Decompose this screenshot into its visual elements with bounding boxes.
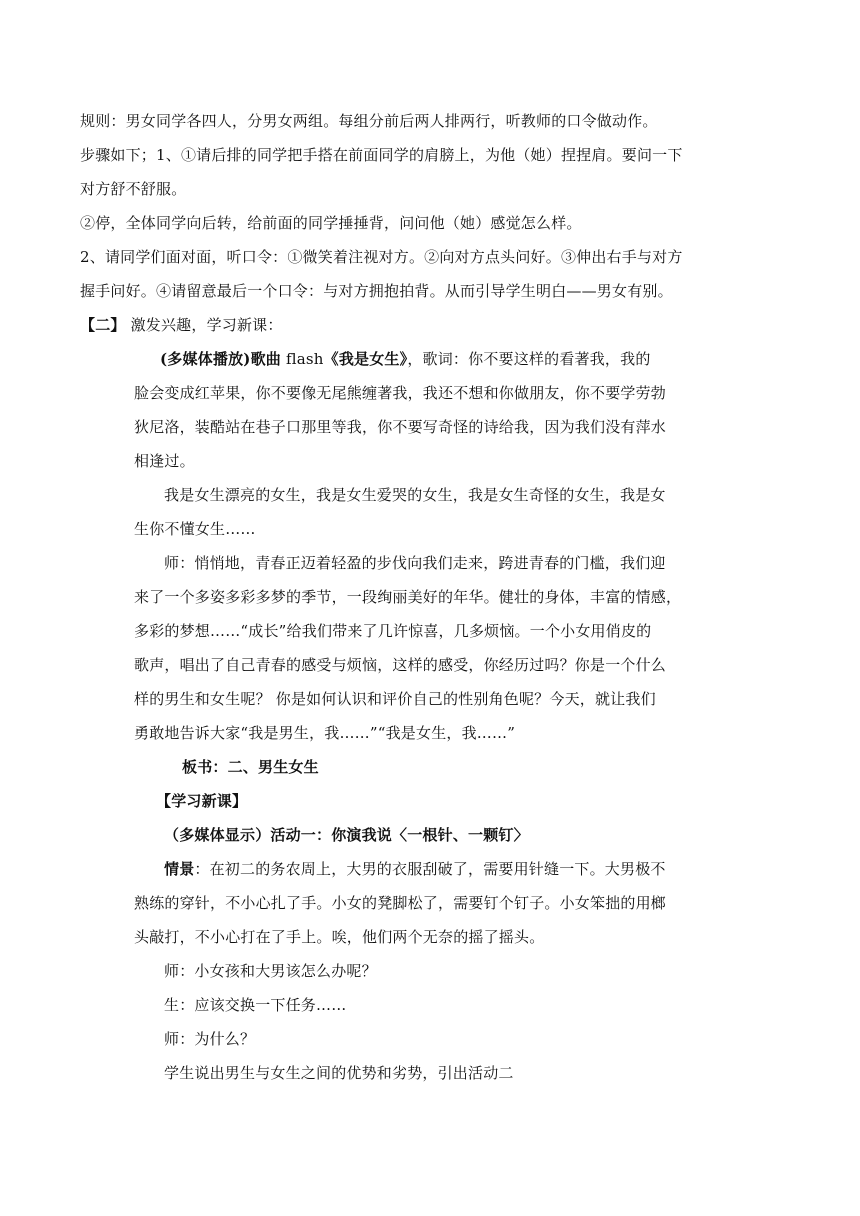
flash-label: flash: [281, 350, 324, 368]
teacher-para-line-2: 来了一个多姿多彩多梦的季节，一段绚丽美好的年华。健壮的身体，丰富的情感，: [134, 588, 682, 606]
song-intro-line: [160, 348, 651, 370]
scenario-line-1: [164, 858, 666, 880]
steps-line-2: 对方舒不舒服。: [80, 180, 187, 198]
section-two-heading: [80, 314, 283, 336]
scenario-line-2: 熟练的穿针，不小心扎了手。小女的凳脚松了，需要钉个钉子。小女笨拙的用榔: [134, 894, 667, 912]
teacher-para-line-6: 勇敢地告诉大家“我是男生，我……”“我是女生，我……”: [134, 724, 516, 742]
lyrics-chorus-line-1: 我是女生漂亮的女生，我是女生爱哭的女生，我是女生奇怪的女生，我是女: [164, 486, 666, 504]
step-2-line-2: 握手问好。④请留意最后一个口令：与对方拥抱拍背。从而引导学生明白——男女有别。: [80, 282, 673, 300]
lyrics-line-3: 相逢过。: [134, 452, 195, 470]
blackboard-heading: 板书：二、男生女生: [182, 758, 319, 776]
teacher-para-line-3: 多彩的梦想……“成长”给我们带来了几许惊喜，几多烦恼。一个小女用俏皮的: [134, 622, 652, 640]
new-lesson-heading: 【学习新课】: [156, 792, 248, 810]
dialogue-teacher-2: 师：为什么？: [164, 1030, 256, 1048]
step-stop-line: ②停，全体同学向后转，给前面的同学捶捶背，问问他（她）感觉怎么样。: [80, 214, 582, 232]
teacher-para-line-1: 师：悄悄地，青春正迈着轻盈的步伐向我们走来，跨进青春的门槛，我们迎: [164, 554, 666, 572]
step-2-line-1: 2、请同学们面对面，听口令：①微笑着注视对方。②向对方点头问好。③伸出右手与对方: [80, 248, 683, 266]
steps-line-1: 步骤如下；1、①请后排的同学把手搭在前面同学的肩膀上，为他（她）捏捏肩。要问一下: [80, 146, 683, 164]
teacher-para-line-4: 歌声，唱出了自己青春的感受与烦恼，这样的感受，你经历过吗？你是一个什么: [134, 656, 667, 674]
teacher-para-line-5: 样的男生和女生呢？ 你是如何认识和评价自己的性别角色呢？今天，就让我们: [134, 690, 656, 708]
lyrics-chorus-line-2: 生你不懂女生……: [134, 520, 256, 538]
dialogue-student-1: 生：应该交换一下任务……: [164, 996, 347, 1014]
activity-one-heading: （多媒体显示）活动一：你演我说〈一根针、一颗钉〉: [164, 826, 529, 844]
transition-line: 学生说出男生与女生之间的优势和劣势，引出活动二: [164, 1064, 514, 1082]
scenario-line-3: 头敲打，不小心打在了手上。唉，他们两个无奈的摇了摇头。: [134, 928, 545, 946]
song-title: 《我是女生》: [323, 350, 408, 368]
media-label: (多媒体播放)歌曲: [160, 350, 281, 368]
lyrics-start: ，歌词：你不要这样的看著我，我的: [407, 350, 651, 368]
scenario-label: 情景: [164, 860, 195, 878]
rules-line: 规则：男女同学各四人，分男女两组。每组分前后两人排两行，听教师的口令做动作。: [80, 112, 658, 130]
lyrics-line-1: 脸会变成红苹果，你不要像无尾熊缠著我，我还不想和你做朋友，你不要学劳勃: [134, 384, 667, 402]
lyrics-line-2: 狄尼洛，装酷站在巷子口那里等我，你不要写奇怪的诗给我，因为我们没有萍水: [134, 418, 667, 436]
section-number: 【二】: [80, 316, 126, 334]
section-title: 激发兴趣，学习新课：: [125, 316, 283, 334]
scenario-text: ：在初二的务农周上，大男的衣服刮破了，需要用针缝一下。大男极不: [194, 860, 666, 878]
dialogue-teacher-1: 师：小女孩和大男该怎么办呢？: [164, 962, 377, 980]
